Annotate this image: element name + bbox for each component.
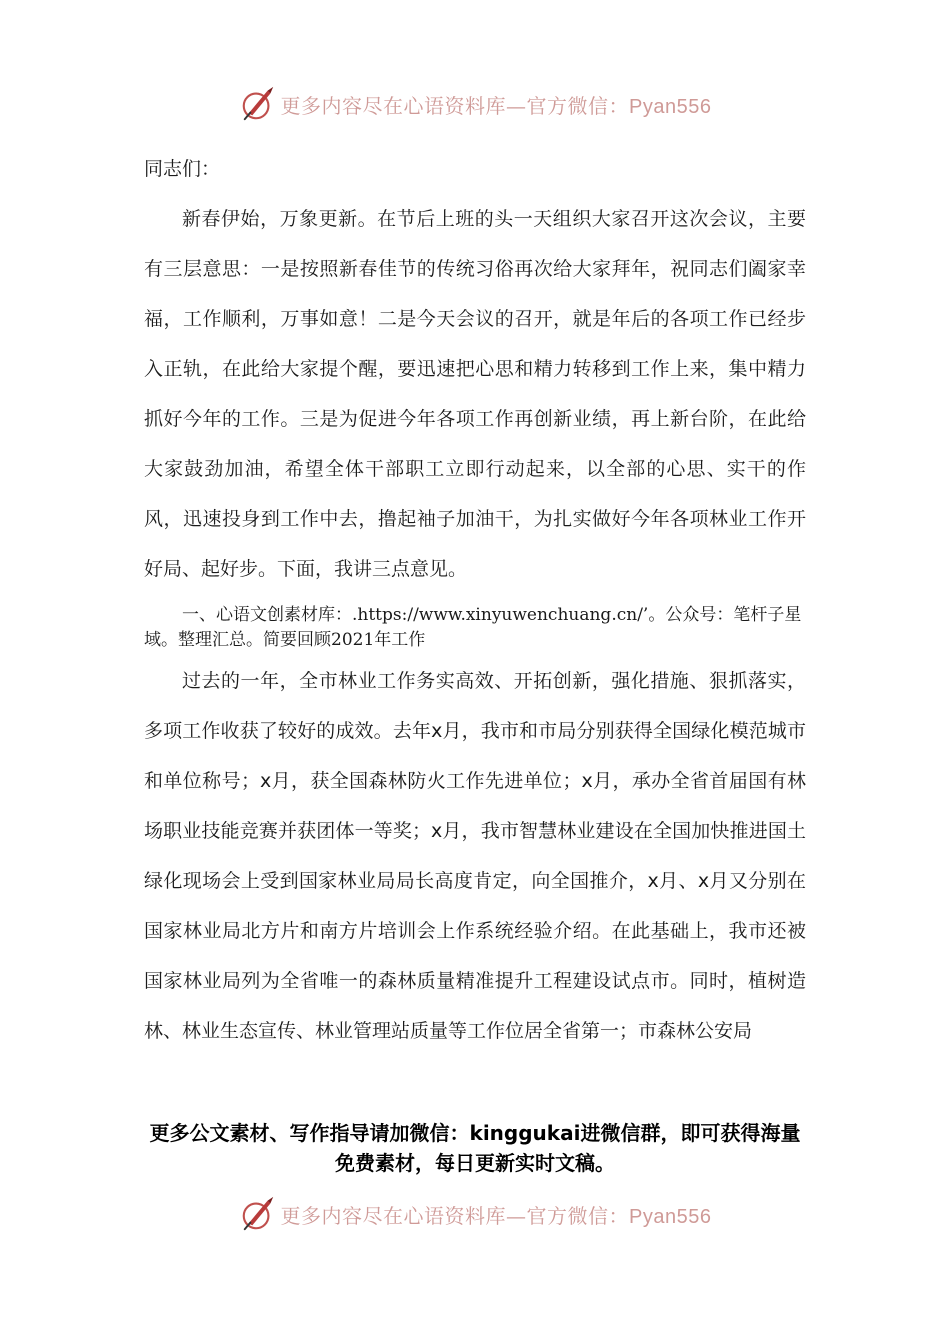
header-banner-text <box>281 90 712 119</box>
footer-banner-text <box>281 1200 712 1229</box>
footer-promo-note: 更多公文素材、写作指导请加微信：kinggukai进微信群，即可获得海量免费素材，每日更新实时文稿。 <box>149 1121 801 1175</box>
document-body <box>144 144 806 1056</box>
footer-banner-label: 更多内容尽在心语资料库—官方微信： <box>280 1203 630 1228</box>
footer-banner <box>0 1192 950 1236</box>
header-wechat-id: Pyan556 <box>629 95 712 118</box>
footer-wechat-id: Pyan556 <box>629 1205 712 1228</box>
section-heading: 一、心语文创素材库：.https://www.xinyuwenchuang.cn/’。公众号：笔杆子星域。整理汇总。简要回顾2021年工作 <box>144 605 802 650</box>
paragraph-intro: 新春伊始，万象更新。在节后上班的头一天组织大家召开这次会议，主要有三层意思：一是按照新春佳节的传统习俗再次给大家拜年，祝同志们阖家幸福，工作顺利，万事如意！二是今天会议的召开，就是年后的各项工作已经步入正轨，在此给大家提个醒，要迅速把心思和精力转移到工作上来，集中精力抓好今年的工作。三是为促进今年各项工作再创新业绩，再上新台阶，在此给大家鼓劲加油，希望全体干部职工立即行动起来，以全部的心思、实干的作风，迅速投身到工作中去，撸起袖子加油干，为扎实做好今年各项林业工作开好局、起好步。下面，我讲三点意见。 <box>144 208 806 580</box>
salutation: 同志们： <box>144 158 221 180</box>
quill-pen-logo-icon <box>239 85 277 123</box>
header-banner <box>0 82 950 126</box>
paragraph-review: 过去的一年，全市林业工作务实高效、开拓创新，强化措施、狠抓落实，多项工作收获了较好的成效。去年x月，我市和市局分别获得全国绿化模范城市和单位称号；x月，获全国森林防火工作先进单位；x月，承办全省首届国有林场职业技能竞赛并获团体一等奖；x月，我市智慧林业建设在全国加快推进国土绿化现场会上受到国家林业局局长高度肯定，向全国推介，x月、x月又分别在国家林业局北方片和南方片培训会上作系统经验介绍。在此基础上，我市还被国家林业局列为全省唯一的森林质量精准提升工程建设试点市。同时，植树造林、林业生态宣传、林业管理站质量等工作位居全省第一；市森林公安局 <box>144 670 806 1042</box>
header-banner-label: 更多内容尽在心语资料库—官方微信： <box>280 93 630 118</box>
quill-pen-logo-icon <box>239 1195 277 1233</box>
